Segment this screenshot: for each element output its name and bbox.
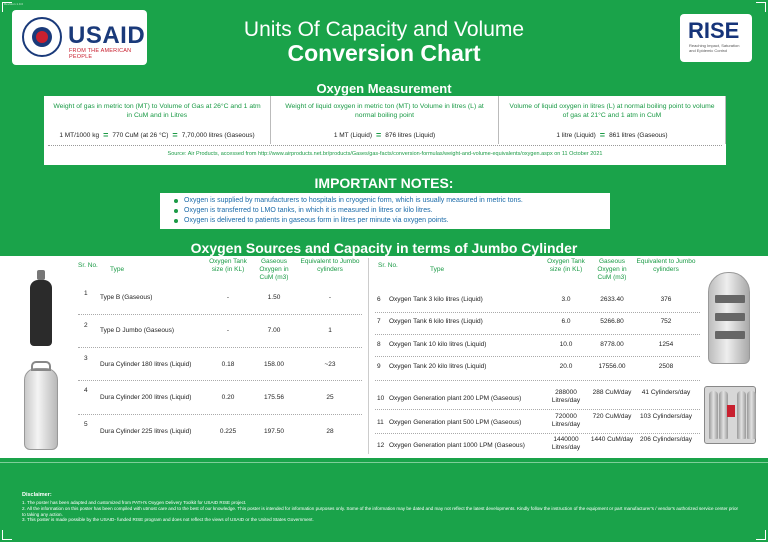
col-header-tank-size: Oxygen Tank size (in KL) [547,258,585,273]
usaid-tagline: FROM THE AMERICAN PEOPLE [69,48,132,60]
col-header-sr: Sr. No. [78,262,98,269]
generation-plant-icon [704,386,756,444]
row-divider [78,380,362,381]
row-type: Dura Cylinder 200 litres (Liquid) [100,394,192,401]
measurement-value: 861 litres (Gaseous) [609,132,668,139]
row-eq: 41 Cylinders/day [641,389,691,396]
row-tank: 288000 Litres/day [551,389,581,404]
row-sr: 5 [84,421,88,428]
row-type: Dura Cylinder 180 litres (Liquid) [100,361,192,368]
row-gas: 8778.00 [600,341,624,348]
row-tank: 0.225 [219,428,237,435]
row-eq: 752 [660,318,672,325]
oxygen-measurement-panel [44,96,726,165]
col-header-gaseous-oxygen: Gaseous Oxygen in CuM (m3) [259,258,289,281]
measurement-values: 1 litre (Liquid) = 861 litres (Gaseous) [556,130,668,140]
disclaimer-line: 3. This poster is made possible by the USAID- funded RISE program and does not reflect the views of USAID or the United States Government. [22,517,314,522]
dura-cylinder-icon [24,368,58,450]
row-divider [375,409,700,410]
disclaimer-line: 1. The poster has been adapted and customized from PATH's Oxygen Delivery Toolkit for USAID RISE project. [22,500,247,505]
note-item: Oxygen is transferred to LMO tanks, in which it is measured in litres or kilo litres. [174,206,610,216]
row-divider [78,314,362,315]
row-gas: 1.50 [267,294,281,301]
measurement-value: 1 MT/1000 kg [59,132,100,139]
col-header-sr: Sr. No. [378,262,398,269]
row-divider [375,356,700,357]
row-sr: 10 [377,395,385,402]
rise-tagline: Reaching Impact, Saturation and Epidemic Control [689,43,740,53]
revision-label: Revision 1.0.0 [4,2,24,6]
row-divider [78,414,362,415]
row-gas: 175.56 [264,394,284,401]
row-gas: 158.00 [264,361,284,368]
row-sr: 9 [377,363,381,370]
row-eq: 103 Cylinders/day [639,413,693,420]
oxygen-tank-icon [708,272,750,364]
row-eq: 206 Cylinders/day [639,436,693,443]
row-tank: 0.20 [221,394,235,401]
measurement-value: 876 litres (Liquid) [385,132,436,139]
row-eq: 2508 [658,363,674,370]
jumbo-table-panel [0,256,768,458]
col-header-equivalent: Equivalent to Jumbo cylinders [300,258,360,273]
row-type: Type D Jumbo (Gaseous) [100,327,175,334]
divider [48,145,722,146]
source-citation: Source: Air Products, accessed from http://www.airproducts.net.br/products/Gases/gas-facts/conversion-formulas/weight-and-volume-equivalents/oxygen.aspx on 11 October 2021 [167,151,603,157]
row-tank: 3.0 [561,296,571,303]
row-tank: 1440000 Litres/day [551,436,581,451]
measurement-column [499,96,726,144]
title-line-1: Units Of Capacity and Volume [243,18,525,41]
row-type: Oxygen Tank 20 kilo litres (Liquid) [389,363,487,370]
measurement-header: Weight of liquid oxygen in metric ton (MT) to Volume in litres (L) at normal boiling point [285,103,484,119]
row-eq: ~23 [324,361,336,368]
crop-mark-icon [756,530,766,540]
row-divider [375,380,700,381]
measurement-column [44,96,271,144]
note-item: Oxygen is delivered to patients in gaseous form in litres per minute via oxygen points. [174,216,610,226]
row-eq: 1 [328,327,332,334]
row-sr: 3 [84,355,88,362]
col-header-type: Type [430,266,445,273]
row-sr: 12 [377,442,385,449]
row-sr: 11 [377,419,384,426]
row-type: Oxygen Tank 3 kilo litres (Liquid) [389,296,483,303]
measurement-header: Volume of liquid oxygen in litres (L) at normal boiling point to volume of gas at 21°C and 1 atm in CuM [509,103,715,119]
row-sr: 7 [377,318,381,325]
footer [0,462,768,542]
column-divider [368,258,369,454]
row-gas: 2633.40 [600,296,624,303]
row-eq: 28 [326,428,334,435]
row-type: Oxygen Generation plant 200 LPM (Gaseous) [389,395,522,402]
rise-logo [680,14,752,62]
row-tank: 720000 Litres/day [551,413,581,428]
usaid-wordmark: USAID [68,22,146,49]
crop-mark-icon [756,2,766,12]
important-notes-panel [160,193,610,229]
measurement-value: 1 litre (Liquid) [556,132,596,139]
row-tank: 6.0 [561,318,571,325]
row-type: Oxygen Tank 6 kilo litres (Liquid) [389,318,483,325]
row-sr: 4 [84,387,88,394]
oxygen-measurement-heading: Oxygen Measurement [316,81,452,96]
measurement-value: 7,70,000 litres (Gaseous) [181,132,255,139]
header [0,0,768,80]
measurement-values: 1 MT/1000 kg = 770 CuM (at 26 °C) = 7,70,000 litres (Gaseous) [59,130,255,140]
col-header-equivalent: Equivalent to Jumbo cylinders [636,258,696,273]
row-gas: 5266.80 [600,318,624,325]
measurement-column [271,96,499,144]
row-gas: 7.00 [267,327,281,334]
row-tank: 10.0 [559,341,573,348]
measurement-value: 1 MT (Liquid) [333,132,373,139]
row-tank: - [226,327,230,334]
row-gas: 720 CuM/day [592,413,632,420]
row-sr: 1 [84,290,88,297]
row-sr: 6 [377,296,381,303]
black-cylinder-icon [30,280,52,346]
row-type: Dura Cylinder 225 litres (Liquid) [100,428,192,435]
row-divider [375,334,700,335]
col-header-type: Type [110,266,125,273]
rise-wordmark: RISE [688,18,740,43]
row-sr: 8 [377,341,381,348]
row-tank: 20.0 [559,363,573,370]
row-gas: 197.50 [264,428,284,435]
row-type: Type B (Gaseous) [100,294,153,301]
measurement-value: 770 CuM (at 26 °C) [112,132,169,139]
row-tank: - [226,294,230,301]
row-sr: 2 [84,322,88,329]
crop-mark-icon [2,530,12,540]
row-gas: 1440 CuM/day [590,436,634,443]
crop-mark-icon [2,2,12,12]
disclaimer-title: Disclaimer: [22,492,52,498]
col-header-gaseous-oxygen: Gaseous Oxygen in CuM (m3) [597,258,627,281]
row-divider [375,312,700,313]
row-gas: 288 CuM/day [592,389,632,396]
row-eq: - [328,294,332,301]
measurement-values: 1 MT (Liquid) = 876 litres (Liquid) [333,130,436,140]
measurement-header: Weight of gas in metric ton (MT) to Volume of Gas at 26°C and 1 atm in CuM and in Litres [53,103,261,119]
row-gas: 17556.00 [598,363,626,370]
row-eq: 25 [326,394,334,401]
row-eq: 1254 [658,341,674,348]
col-header-tank-size: Oxygen Tank size (in KL) [209,258,247,273]
row-type: Oxygen Generation plant 500 LPM (Gaseous) [389,419,522,426]
disclaimer-line: 2. All the information on this poster has been compiled with utmost care and to the best of our knowledge. This poster is intended for information purposes only. Some of the information may be dated and may not reflect the latest developments. Kindly follow the instruction of the equipment or part manufacturer's / vendor's authorized service center prior to taking any action. [22,506,739,517]
row-divider [78,347,362,348]
important-notes-heading: IMPORTANT NOTES: [314,175,454,191]
row-type: Oxygen Tank 10 kilo litres (Liquid) [389,341,487,348]
jumbo-cylinder-heading: Oxygen Sources and Capacity in terms of Jumbo Cylinder [190,240,578,256]
page-title: Conversion Chart [287,40,481,66]
note-item: Oxygen is supplied by manufacturers to hospitals in cryogenic form, which is usually measured in metric tons. [174,196,610,206]
row-type: Oxygen Generation plant 1000 LPM (Gaseous) [389,442,525,449]
row-eq: 376 [660,296,672,303]
row-tank: 0.18 [221,361,235,368]
divider [0,462,768,463]
row-divider [375,433,700,434]
